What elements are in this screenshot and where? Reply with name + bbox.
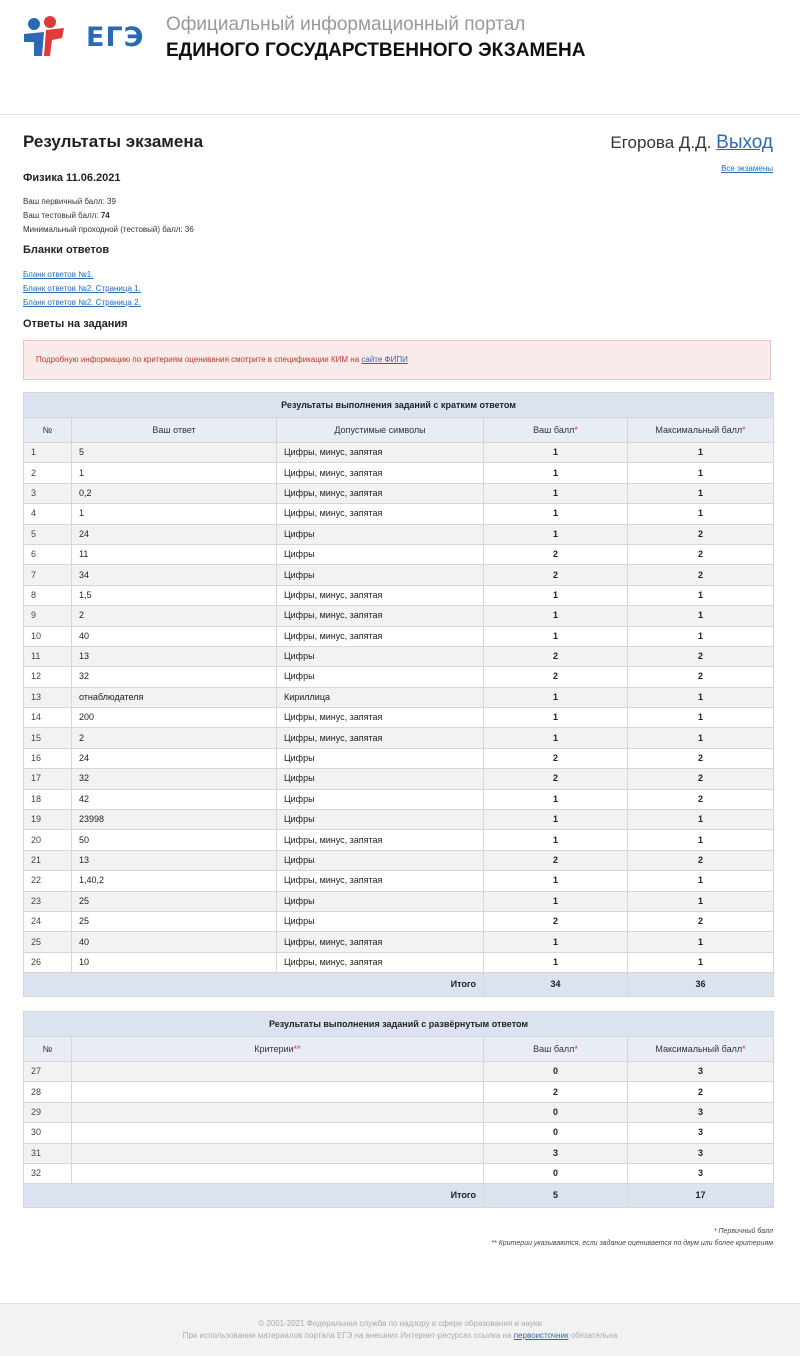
task-score: 3	[484, 1143, 628, 1163]
task-max: 2	[628, 1082, 774, 1102]
task-number: 8	[24, 585, 72, 605]
task-score: 2	[484, 1082, 628, 1102]
task-symbols: Цифры	[277, 850, 484, 870]
table-row	[24, 524, 774, 544]
task-number: 25	[24, 932, 72, 952]
task-max: 3	[628, 1062, 774, 1082]
task-criteria	[72, 1123, 484, 1143]
blank-links	[23, 268, 141, 310]
task-score: 1	[484, 463, 628, 483]
task-number: 21	[24, 850, 72, 870]
task-max: 1	[628, 443, 774, 463]
portal-title: ЕДИНОГО ГОСУДАРСТВЕННОГО ЭКЗАМЕНА	[166, 40, 586, 61]
task-number: 11	[24, 646, 72, 666]
task-symbols: Цифры, минус, запятая	[277, 871, 484, 891]
task-symbols: Цифры	[277, 748, 484, 768]
task-symbols: Цифры	[277, 891, 484, 911]
table-row	[24, 810, 774, 830]
task-answer: 32	[72, 667, 277, 687]
table-row	[24, 687, 774, 707]
task-symbols: Цифры, минус, запятая	[277, 483, 484, 503]
blank-link-1[interactable]: Бланк ответов №1.	[23, 270, 94, 279]
answers-heading: Ответы на задания	[23, 318, 128, 330]
task-answer: 50	[72, 830, 277, 850]
task-criteria	[72, 1143, 484, 1163]
col-score: Ваш балл*	[484, 418, 628, 443]
task-symbols: Цифры, минус, запятая	[277, 830, 484, 850]
task-max: 3	[628, 1143, 774, 1163]
criteria-alert	[23, 340, 771, 380]
source-link[interactable]: первоисточник	[513, 1331, 569, 1340]
task-answer: 42	[72, 789, 277, 809]
task-max: 2	[628, 769, 774, 789]
task-number: 2	[24, 463, 72, 483]
task-answer: 23998	[72, 810, 277, 830]
task-max: 1	[628, 871, 774, 891]
task-criteria	[72, 1102, 484, 1122]
footer-copyright: © 2001-2021 Федеральная служба по надзору в сфере образования и науки	[258, 1319, 542, 1328]
short-answer-table	[23, 392, 774, 997]
task-number: 19	[24, 810, 72, 830]
table-row	[24, 952, 774, 972]
table-row	[24, 1082, 774, 1102]
task-answer: 24	[72, 748, 277, 768]
footnote-criteria: ** Критерии указываются, если задание оценивается по двум или более критериям	[491, 1240, 773, 1247]
task-answer: 200	[72, 708, 277, 728]
task-number: 23	[24, 891, 72, 911]
table-row	[24, 769, 774, 789]
col-num: №	[24, 1037, 72, 1062]
task-max: 1	[628, 891, 774, 911]
task-max: 2	[628, 850, 774, 870]
task-max: 1	[628, 952, 774, 972]
task-score: 1	[484, 585, 628, 605]
user-name: Егорова Д.Д.	[610, 133, 712, 152]
task-number: 26	[24, 952, 72, 972]
table-row	[24, 830, 774, 850]
task-max: 1	[628, 606, 774, 626]
site-footer	[0, 1303, 800, 1356]
task-score: 0	[484, 1163, 628, 1183]
task-answer: отнаблюдателя	[72, 687, 277, 707]
task-score: 0	[484, 1062, 628, 1082]
col-score: Ваш балл*	[484, 1037, 628, 1062]
task-max: 3	[628, 1123, 774, 1143]
short-table-body	[24, 443, 774, 973]
table-row	[24, 891, 774, 911]
task-number: 28	[24, 1082, 72, 1102]
footer-notice: При использовании материалов портала ЕГЭ на внешних Интернет-ресурсах ссылка на первоисточник обязательна	[182, 1331, 618, 1340]
task-number: 32	[24, 1163, 72, 1183]
task-criteria	[72, 1062, 484, 1082]
task-max: 1	[628, 463, 774, 483]
task-number: 4	[24, 504, 72, 524]
table-row	[24, 1102, 774, 1122]
task-score: 2	[484, 544, 628, 564]
total-max: 36	[628, 973, 774, 997]
table-row	[24, 667, 774, 687]
long-answer-table	[23, 1011, 774, 1208]
ege-logo-icon	[22, 14, 66, 58]
test-score: Ваш тестовый балл: 74	[23, 211, 110, 220]
task-max: 3	[628, 1102, 774, 1122]
task-number: 16	[24, 748, 72, 768]
task-symbols: Цифры	[277, 789, 484, 809]
task-answer: 13	[72, 850, 277, 870]
task-number: 31	[24, 1143, 72, 1163]
task-answer: 40	[72, 932, 277, 952]
footnote-primary: * Первичный балл	[713, 1228, 773, 1235]
task-answer: 1	[72, 463, 277, 483]
task-score: 1	[484, 443, 628, 463]
exam-name: Физика 11.06.2021	[23, 172, 121, 184]
task-score: 1	[484, 504, 628, 524]
col-max: Максимальный балл*	[628, 418, 774, 443]
table-row	[24, 565, 774, 585]
task-max: 2	[628, 544, 774, 564]
task-max: 2	[628, 565, 774, 585]
task-symbols: Цифры	[277, 544, 484, 564]
col-criteria: Критерии**	[72, 1037, 484, 1062]
user-block	[610, 132, 773, 154]
blanks-heading: Бланки ответов	[23, 244, 110, 256]
task-max: 1	[628, 728, 774, 748]
total-label: Итого	[24, 973, 484, 997]
task-number: 27	[24, 1062, 72, 1082]
task-score: 1	[484, 871, 628, 891]
task-score: 0	[484, 1123, 628, 1143]
task-answer: 32	[72, 769, 277, 789]
task-symbols: Цифры, минус, запятая	[277, 606, 484, 626]
task-number: 3	[24, 483, 72, 503]
blank-link-3[interactable]: Бланк ответов №2. Страница 2.	[23, 298, 141, 307]
table-row	[24, 871, 774, 891]
task-number: 15	[24, 728, 72, 748]
table-row	[24, 463, 774, 483]
score-summary	[23, 195, 194, 237]
task-answer: 1,40,2	[72, 871, 277, 891]
portal-subtitle: Официальный информационный портал	[166, 14, 526, 35]
task-symbols: Цифры	[277, 524, 484, 544]
task-max: 2	[628, 524, 774, 544]
table-row	[24, 646, 774, 666]
page-title: Результаты экзамена	[23, 132, 204, 151]
task-max: 2	[628, 646, 774, 666]
task-symbols: Цифры, минус, запятая	[277, 585, 484, 605]
task-score: 2	[484, 748, 628, 768]
task-score: 2	[484, 667, 628, 687]
col-symbols: Допустимые символы	[277, 418, 484, 443]
task-answer: 34	[72, 565, 277, 585]
table-row	[24, 1143, 774, 1163]
task-symbols: Цифры, минус, запятая	[277, 463, 484, 483]
task-score: 2	[484, 911, 628, 931]
task-symbols: Цифры	[277, 769, 484, 789]
task-number: 18	[24, 789, 72, 809]
task-number: 14	[24, 708, 72, 728]
task-max: 1	[628, 626, 774, 646]
task-number: 17	[24, 769, 72, 789]
task-answer: 5	[72, 443, 277, 463]
task-number: 9	[24, 606, 72, 626]
task-max: 2	[628, 667, 774, 687]
task-score: 1	[484, 483, 628, 503]
table-row	[24, 483, 774, 503]
task-answer: 40	[72, 626, 277, 646]
task-score: 1	[484, 708, 628, 728]
task-score: 1	[484, 728, 628, 748]
task-symbols: Цифры, минус, запятая	[277, 708, 484, 728]
total-score: 5	[484, 1184, 628, 1208]
table-row	[24, 789, 774, 809]
table-row	[24, 443, 774, 463]
total-max: 17	[628, 1184, 774, 1208]
task-answer: 1	[72, 504, 277, 524]
task-number: 30	[24, 1123, 72, 1143]
all-exams-link[interactable]: Все экзамены	[721, 164, 773, 173]
task-max: 1	[628, 585, 774, 605]
task-answer: 24	[72, 524, 277, 544]
task-symbols: Кириллица	[277, 687, 484, 707]
total-score: 34	[484, 973, 628, 997]
task-answer: 11	[72, 544, 277, 564]
task-number: 22	[24, 871, 72, 891]
table-row	[24, 606, 774, 626]
task-number: 29	[24, 1102, 72, 1122]
task-score: 1	[484, 687, 628, 707]
task-score: 2	[484, 850, 628, 870]
task-max: 2	[628, 748, 774, 768]
col-num: №	[24, 418, 72, 443]
task-number: 12	[24, 667, 72, 687]
task-number: 13	[24, 687, 72, 707]
table-row	[24, 504, 774, 524]
task-number: 10	[24, 626, 72, 646]
table-row	[24, 748, 774, 768]
task-max: 2	[628, 789, 774, 809]
task-score: 0	[484, 1102, 628, 1122]
blank-link-2[interactable]: Бланк ответов №2. Страница 1.	[23, 284, 141, 293]
task-score: 1	[484, 789, 628, 809]
table-row	[24, 544, 774, 564]
table-row	[24, 626, 774, 646]
task-answer: 25	[72, 911, 277, 931]
table-row	[24, 1163, 774, 1183]
total-label: Итого	[24, 1184, 484, 1208]
task-number: 24	[24, 911, 72, 931]
task-symbols: Цифры, минус, запятая	[277, 728, 484, 748]
short-table-caption: Результаты выполнения заданий с кратким ответом	[24, 393, 774, 418]
site-header	[0, 0, 800, 115]
table-row	[24, 932, 774, 952]
task-score: 1	[484, 952, 628, 972]
task-criteria	[72, 1082, 484, 1102]
task-number: 1	[24, 443, 72, 463]
task-symbols: Цифры	[277, 565, 484, 585]
col-answer: Ваш ответ	[72, 418, 277, 443]
table-row	[24, 1123, 774, 1143]
task-answer: 10	[72, 952, 277, 972]
table-row	[24, 911, 774, 931]
table-row	[24, 585, 774, 605]
task-criteria	[72, 1163, 484, 1183]
task-answer: 1,5	[72, 585, 277, 605]
task-max: 1	[628, 708, 774, 728]
task-score: 1	[484, 524, 628, 544]
task-symbols: Цифры, минус, запятая	[277, 952, 484, 972]
short-total-row	[24, 973, 774, 997]
table-row	[24, 728, 774, 748]
task-score: 1	[484, 830, 628, 850]
footnotes	[491, 1226, 773, 1250]
task-symbols: Цифры	[277, 667, 484, 687]
col-max: Максимальный балл*	[628, 1037, 774, 1062]
task-score: 1	[484, 626, 628, 646]
long-total-row	[24, 1184, 774, 1208]
alert-text: Подробную информацию по критериям оценивания смотрите в спецификации КИМ на сайте ФИПИ	[36, 355, 408, 364]
ege-logo[interactable]	[22, 14, 145, 60]
task-score: 2	[484, 646, 628, 666]
task-max: 1	[628, 504, 774, 524]
task-number: 6	[24, 544, 72, 564]
task-answer: 0,2	[72, 483, 277, 503]
task-symbols: Цифры, минус, запятая	[277, 932, 484, 952]
fipi-link[interactable]: сайте ФИПИ	[361, 355, 408, 364]
task-symbols: Цифры, минус, запятая	[277, 443, 484, 463]
long-table-caption: Результаты выполнения заданий с развёрнутым ответом	[24, 1012, 774, 1037]
task-number: 20	[24, 830, 72, 850]
task-score: 1	[484, 891, 628, 911]
task-symbols: Цифры	[277, 646, 484, 666]
task-score: 1	[484, 932, 628, 952]
primary-score: Ваш первичный балл: 39	[23, 197, 116, 206]
task-score: 2	[484, 769, 628, 789]
task-answer: 13	[72, 646, 277, 666]
task-max: 1	[628, 830, 774, 850]
table-row	[24, 1062, 774, 1082]
task-max: 1	[628, 810, 774, 830]
logo-text: ЕГЭ	[86, 22, 145, 53]
long-table-body	[24, 1062, 774, 1184]
task-max: 3	[628, 1163, 774, 1183]
table-row	[24, 850, 774, 870]
task-symbols: Цифры	[277, 911, 484, 931]
task-score: 1	[484, 810, 628, 830]
task-max: 1	[628, 932, 774, 952]
task-symbols: Цифры	[277, 810, 484, 830]
task-score: 1	[484, 606, 628, 626]
task-answer: 25	[72, 891, 277, 911]
task-max: 1	[628, 687, 774, 707]
table-row	[24, 708, 774, 728]
task-answer: 2	[72, 606, 277, 626]
task-answer: 2	[72, 728, 277, 748]
task-number: 7	[24, 565, 72, 585]
task-number: 5	[24, 524, 72, 544]
min-score: Минимальный проходной (тестовый) балл: 36	[23, 225, 194, 234]
task-max: 1	[628, 483, 774, 503]
task-max: 2	[628, 911, 774, 931]
task-symbols: Цифры, минус, запятая	[277, 626, 484, 646]
task-score: 2	[484, 565, 628, 585]
logout-link[interactable]: Выход	[716, 132, 773, 153]
task-symbols: Цифры, минус, запятая	[277, 504, 484, 524]
